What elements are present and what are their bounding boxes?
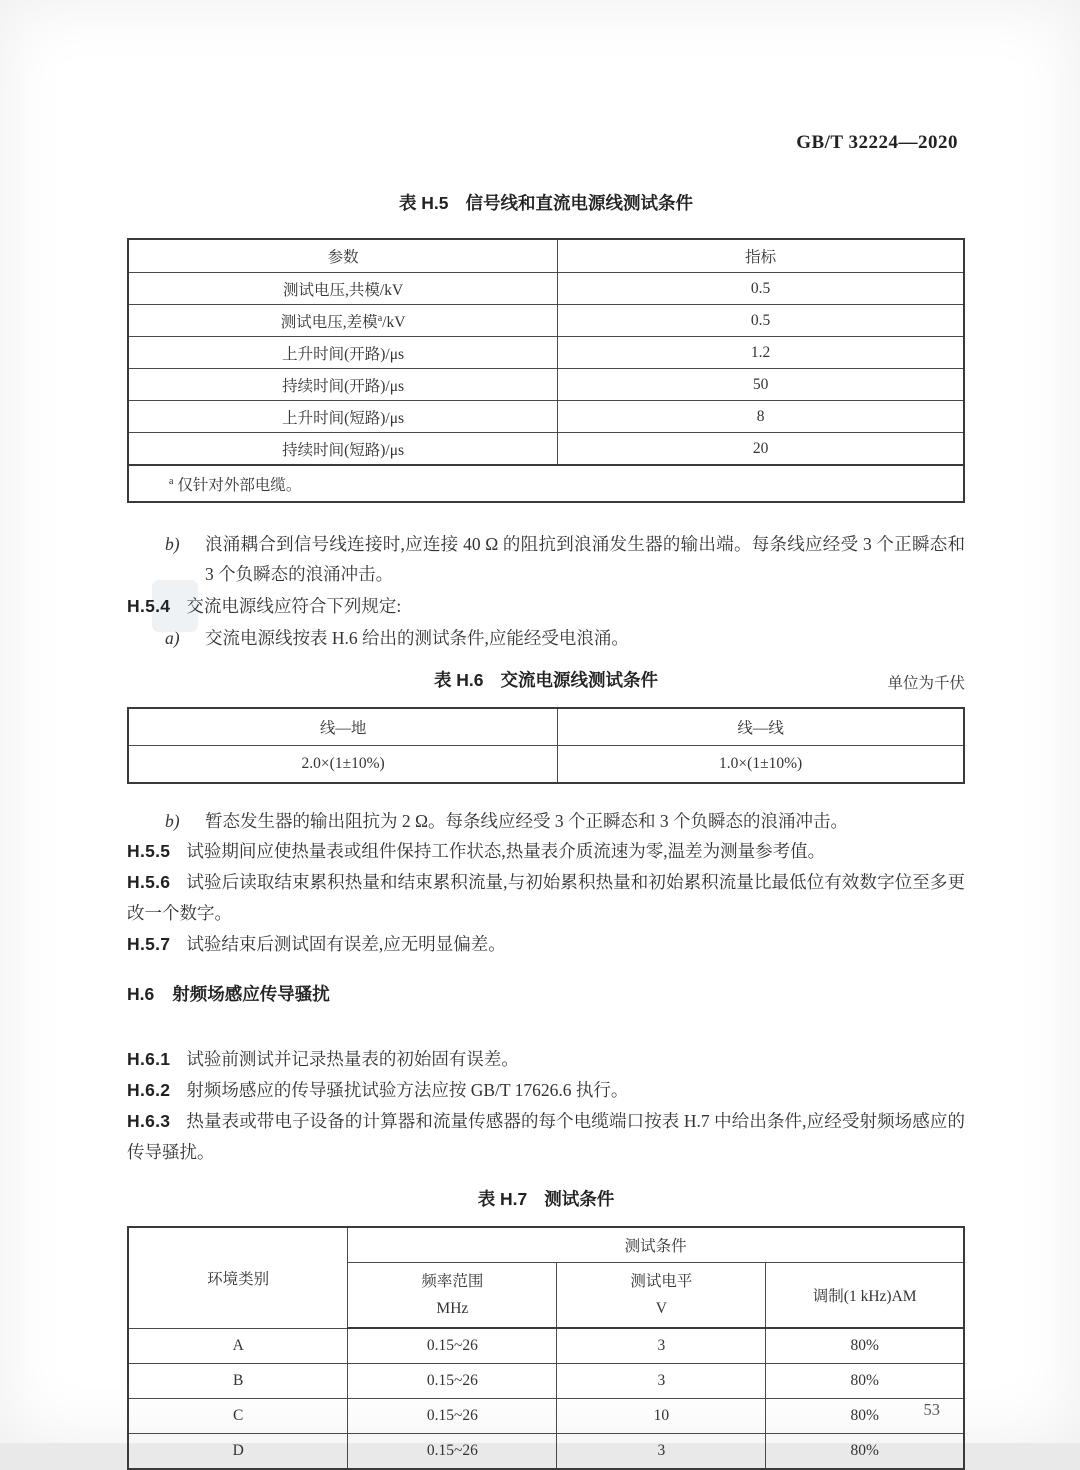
- level-cell: 3: [557, 1364, 766, 1399]
- table-h5-header-param: 参数: [128, 239, 558, 273]
- value-cell: 50: [558, 369, 964, 401]
- list-text: 浪涌耦合到信号线连接时,应连接 40 Ω 的阻抗到浪涌发生器的输出端。每条线应经受 3 个正瞬态和 3 个负瞬态的浪涌冲击。: [205, 534, 965, 584]
- freq-cell: 0.15~26: [348, 1364, 557, 1399]
- table-row: [128, 433, 964, 466]
- unit-note: 单位为千伏: [887, 675, 965, 692]
- table-h5: [127, 238, 965, 503]
- table-h5-title-label: 表 H.5: [398, 193, 449, 213]
- value-cell: 8: [558, 401, 964, 433]
- clause-number: H.6.3: [127, 1111, 171, 1131]
- param-cell: [128, 305, 558, 337]
- clause-number: H.6.2: [127, 1080, 171, 1100]
- list-item-a-ac-mains: [127, 623, 965, 653]
- table-row-env-a: [128, 1328, 964, 1364]
- env-cell: B: [128, 1364, 348, 1399]
- list-label: a): [165, 628, 180, 648]
- line-earth-value: 2.0×(1±10%): [128, 746, 558, 784]
- clause-number: H.5.4: [127, 596, 171, 616]
- param-cell: 持续时间(短路)/μs: [128, 433, 558, 466]
- table-row: [128, 401, 964, 433]
- test-level-header: [557, 1263, 766, 1329]
- footnote-marker: a: [169, 475, 174, 487]
- page-number: 53: [923, 1400, 940, 1419]
- table-h6-header-row: [128, 708, 964, 746]
- table-row: [128, 273, 964, 305]
- clause-h6-1: [127, 1044, 965, 1075]
- table-h7-title-label: 表 H.7: [477, 1189, 528, 1209]
- table-h6: [127, 707, 965, 784]
- table-row-env-c: [128, 1399, 964, 1434]
- value-cell: 20: [558, 433, 964, 466]
- value-cell: 0.5: [558, 305, 964, 337]
- freq-range-unit: MHz: [436, 1300, 469, 1317]
- clause-h6-3: [127, 1106, 965, 1168]
- env-category-header: 环境类别: [128, 1227, 348, 1328]
- section-number: H.6: [127, 984, 155, 1004]
- table-h6-title-row: [127, 667, 965, 693]
- table-h5-footnote-row: [128, 465, 964, 502]
- level-cell: 10: [557, 1399, 766, 1434]
- list-item-b-transient: [127, 806, 965, 836]
- table-h6-title-text: 交流电源线测试条件: [500, 670, 659, 690]
- clause-text: 试验结束后测试固有误差,应无明显偏差。: [186, 934, 506, 954]
- section-h6-heading: [127, 980, 965, 1008]
- table-h7-header-row-1: [128, 1227, 964, 1263]
- freq-cell: 0.15~26: [348, 1434, 557, 1470]
- param-unit: /kV: [382, 313, 406, 331]
- clause-text: 射频场感应的传导骚扰试验方法应按 GB/T 17626.6 执行。: [186, 1080, 629, 1100]
- clause-text: 试验前测试并记录热量表的初始固有误差。: [186, 1049, 519, 1069]
- table-h6-title-label: 表 H.6: [433, 670, 484, 690]
- list-text: 交流电源线按表 H.6 给出的测试条件,应能经受电浪涌。: [205, 628, 629, 648]
- value-cell: 0.5: [558, 273, 964, 305]
- standard-number: GB/T 32224—2020: [796, 132, 958, 153]
- table-row: [128, 746, 964, 784]
- test-level-label: 测试电平: [630, 1273, 693, 1290]
- freq-range-label: 频率范围: [421, 1273, 484, 1290]
- clause-h5-6: [127, 867, 965, 929]
- modulation-header: 调制(1 kHz)AM: [766, 1263, 964, 1329]
- freq-cell: 0.15~26: [348, 1399, 557, 1434]
- test-level-unit: V: [655, 1300, 667, 1317]
- line-line-value: 1.0×(1±10%): [558, 746, 964, 784]
- table-row-env-d: [128, 1434, 964, 1470]
- table-h5-title-text: 信号线和直流电源线测试条件: [465, 193, 694, 213]
- clause-number: H.5.6: [127, 872, 171, 892]
- clause-text: 试验后读取结束累积热量和结束累积流量,与初始累积热量和初始累积流量比最低位有效数字位至多更改一个数字。: [127, 872, 965, 923]
- line-line-header: 线—线: [558, 708, 964, 746]
- env-cell: C: [128, 1399, 348, 1434]
- mod-cell: 80%: [766, 1328, 964, 1364]
- param-cell: 持续时间(开路)/μs: [128, 369, 558, 401]
- table-h5-header-row: [128, 239, 964, 273]
- clause-h5-5: [127, 836, 965, 867]
- line-earth-header: 线—地: [128, 708, 558, 746]
- freq-cell: 0.15~26: [348, 1328, 557, 1364]
- table-row: [128, 305, 964, 337]
- value-cell: 1.2: [558, 337, 964, 369]
- param-text: 测试电压,差模: [280, 313, 378, 331]
- table-h5-title: [127, 190, 965, 216]
- table-h5-header-value: 指标: [558, 239, 964, 273]
- clause-number: H.6.1: [127, 1049, 171, 1069]
- clause-number: H.5.5: [127, 841, 171, 861]
- param-cell: 测试电压,共模/kV: [128, 273, 558, 305]
- mod-cell: 80%: [766, 1434, 964, 1470]
- list-label: b): [165, 811, 180, 831]
- clause-h5-4: [127, 591, 965, 622]
- env-cell: A: [128, 1328, 348, 1364]
- table-footnote: [128, 465, 964, 502]
- clause-text: 交流电源线应符合下列规定:: [186, 596, 402, 616]
- clause-text: 热量表或带电子设备的计算器和流量传感器的每个电缆端口按表 H.7 中给出条件,应经受射频场感应的传导骚扰。: [127, 1111, 965, 1162]
- clause-h6-2: [127, 1075, 965, 1106]
- param-cell: 上升时间(开路)/μs: [128, 337, 558, 369]
- table-h7-title-text: 测试条件: [544, 1189, 615, 1209]
- table-row: [128, 369, 964, 401]
- table-h6-title: [127, 667, 965, 693]
- level-cell: 3: [557, 1434, 766, 1470]
- mod-cell: 80%: [766, 1364, 964, 1399]
- page-content: [127, 190, 965, 1470]
- list-label: b): [165, 534, 180, 554]
- section-title: 射频场感应传导骚扰: [172, 984, 330, 1004]
- test-conditions-header: 测试条件: [348, 1227, 964, 1263]
- table-h7-title: [127, 1186, 965, 1212]
- list-item-b-signal-surge: [127, 529, 965, 589]
- table-row-env-b: [128, 1364, 964, 1399]
- footnote-text: 仅针对外部电缆。: [177, 476, 302, 494]
- param-cell: 上升时间(短路)/μs: [128, 401, 558, 433]
- footnote-ref: a: [377, 312, 383, 324]
- mod-cell: 80%: [766, 1399, 964, 1434]
- list-text: 暂态发生器的输出阻抗为 2 Ω。每条线应经受 3 个正瞬态和 3 个负瞬态的浪涌冲击。: [205, 811, 849, 831]
- clause-h5-7: [127, 929, 965, 960]
- table-h7: [127, 1226, 965, 1470]
- table-row: [128, 337, 964, 369]
- clause-number: H.5.7: [127, 934, 171, 954]
- clause-text: 试验期间应使热量表或组件保持工作状态,热量表介质流速为零,温差为测量参考值。: [186, 841, 826, 861]
- level-cell: 3: [557, 1328, 766, 1364]
- env-cell: D: [128, 1434, 348, 1470]
- freq-range-header: [348, 1263, 557, 1329]
